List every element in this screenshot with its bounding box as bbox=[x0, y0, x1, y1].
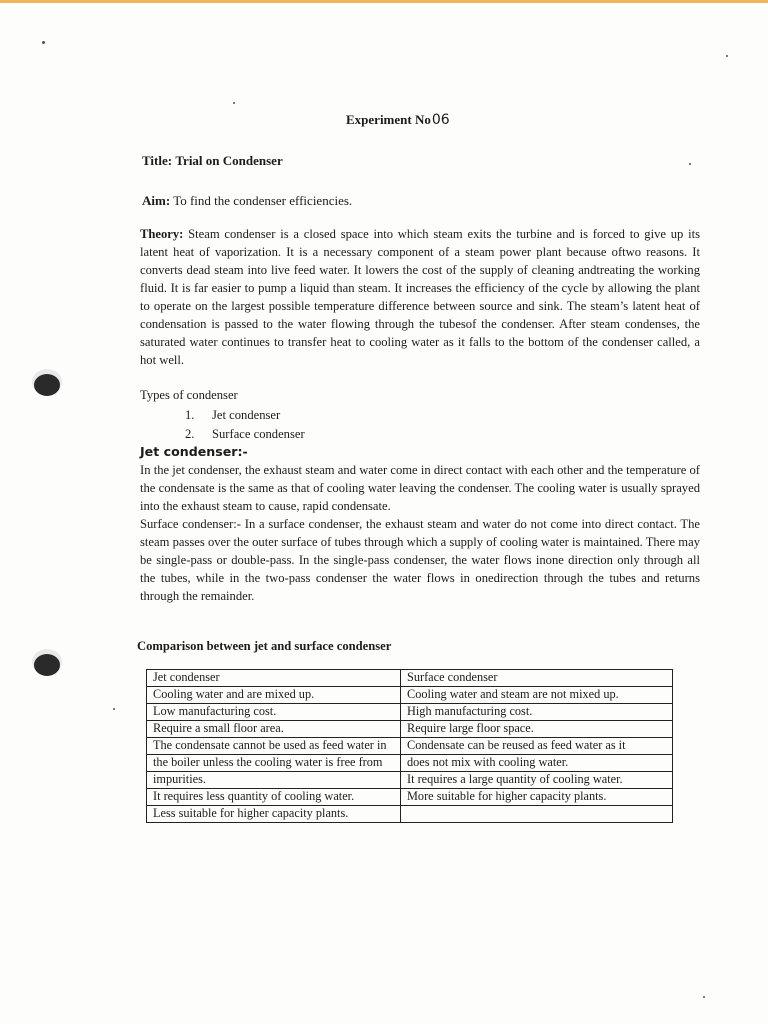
punch-hole-top bbox=[34, 374, 60, 396]
table-row bbox=[147, 789, 673, 806]
list-item bbox=[185, 406, 305, 425]
surface-condenser-cell: High manufacturing cost. bbox=[401, 704, 673, 721]
jet-condenser-cell: Cooling water and are mixed up. bbox=[147, 687, 401, 704]
comparison-table bbox=[146, 669, 673, 823]
scan-speck bbox=[726, 55, 728, 57]
scan-speck bbox=[42, 41, 45, 44]
title-label: Title: bbox=[142, 153, 173, 168]
table-row bbox=[147, 772, 673, 789]
list-label: Surface condenser bbox=[212, 427, 305, 441]
table-row bbox=[147, 721, 673, 738]
theory-paragraph bbox=[140, 225, 700, 369]
aim-line bbox=[142, 193, 352, 209]
theory-text: Steam condenser is a closed space into which steam exits the turbine and is forced to give up its latent heat of vaporization. It is a necessary component of a steam power plant because oftwo reasons. It converts dead steam into live feed water. It lowers the cost of the supply of cleaning andtreating the working fluid. It is far easier to pump a liquid than steam. It increases the efficiency of the cycle by allowing the plant to operate on the largest possible temperature difference between source and sink. The steam’s latent heat of condensation is passed to the water flowing through the tubesof the condenser. After steam condenses, the saturated water continues to transfer heat to cooling water as it falls to the bottom of the condenser called, a hot well. bbox=[140, 227, 700, 367]
theory-label: Theory: bbox=[140, 227, 184, 241]
surface-condenser-paragraph: Surface condenser:- In a surface condenser, the exhaust steam and water do not come into direct contact. The steam passes over the outer surface of tubes through which a supply of cooling water is maintained. There may be single-pass or double-pass. In the single-pass condenser, the water flows inone direction only through all the tubes, while in the two-pass condenser the water flows in onedirection through the tubes and returns through the remainder. bbox=[140, 517, 700, 603]
table-row bbox=[147, 806, 673, 823]
jet-condenser-cell: impurities. bbox=[147, 772, 401, 789]
jet-condenser-cell: Less suitable for higher capacity plants. bbox=[147, 806, 401, 823]
list-number: 2. bbox=[185, 427, 195, 441]
punch-hole-bottom bbox=[34, 654, 60, 676]
list-label: Jet condenser bbox=[212, 408, 281, 422]
experiment-heading bbox=[346, 112, 450, 128]
experiment-number: 06 bbox=[431, 112, 450, 128]
surface-condenser-cell: Cooling water and steam are not mixed up. bbox=[401, 687, 673, 704]
jet-condenser-cell: Low manufacturing cost. bbox=[147, 704, 401, 721]
jet-condenser-cell: The condensate cannot be used as feed water in bbox=[147, 738, 401, 755]
surface-condenser-cell bbox=[401, 806, 673, 823]
surface-condenser-cell: Surface condenser bbox=[401, 670, 673, 687]
table-row bbox=[147, 738, 673, 755]
scan-speck bbox=[689, 163, 691, 165]
aim-text: To find the condenser efficiencies. bbox=[173, 193, 353, 208]
scan-speck bbox=[703, 996, 705, 998]
surface-condenser-cell: Require large floor space. bbox=[401, 721, 673, 738]
jet-condenser-heading: Jet condenser:- bbox=[140, 444, 248, 459]
types-list bbox=[185, 406, 305, 444]
surface-condenser-cell: It requires a large quantity of cooling water. bbox=[401, 772, 673, 789]
jet-condenser-cell: Jet condenser bbox=[147, 670, 401, 687]
title-text: Trial on Condenser bbox=[175, 153, 283, 168]
title-line bbox=[142, 153, 283, 169]
table-row bbox=[147, 687, 673, 704]
experiment-label: Experiment No bbox=[346, 112, 431, 127]
comparison-table-body bbox=[147, 670, 673, 823]
jet-condenser-cell: It requires less quantity of cooling water. bbox=[147, 789, 401, 806]
list-item bbox=[185, 425, 305, 444]
jet-condenser-paragraph: In the jet condenser, the exhaust steam and water come in direct contact with each other and the temperature of the condensate is the same as that of cooling water leaving the condenser. The cooling water is usually sprayed into the exhaust steam to cause, rapid condensate. bbox=[140, 463, 700, 513]
table-row bbox=[147, 704, 673, 721]
table-row bbox=[147, 755, 673, 772]
scan-speck bbox=[113, 708, 115, 710]
jet-condenser-cell: the boiler unless the cooling water is free from bbox=[147, 755, 401, 772]
surface-condenser-cell: More suitable for higher capacity plants. bbox=[401, 789, 673, 806]
surface-condenser-cell: Condensate can be reused as feed water as it bbox=[401, 738, 673, 755]
surface-condenser-cell: does not mix with cooling water. bbox=[401, 755, 673, 772]
table-header-row bbox=[147, 670, 673, 687]
jet-condenser-cell: Require a small floor area. bbox=[147, 721, 401, 738]
types-heading: Types of condenser bbox=[140, 388, 238, 402]
aim-label: Aim: bbox=[142, 193, 171, 208]
list-number: 1. bbox=[185, 408, 195, 422]
scan-speck bbox=[233, 102, 235, 104]
comparison-heading: Comparison between jet and surface condenser bbox=[137, 639, 392, 653]
